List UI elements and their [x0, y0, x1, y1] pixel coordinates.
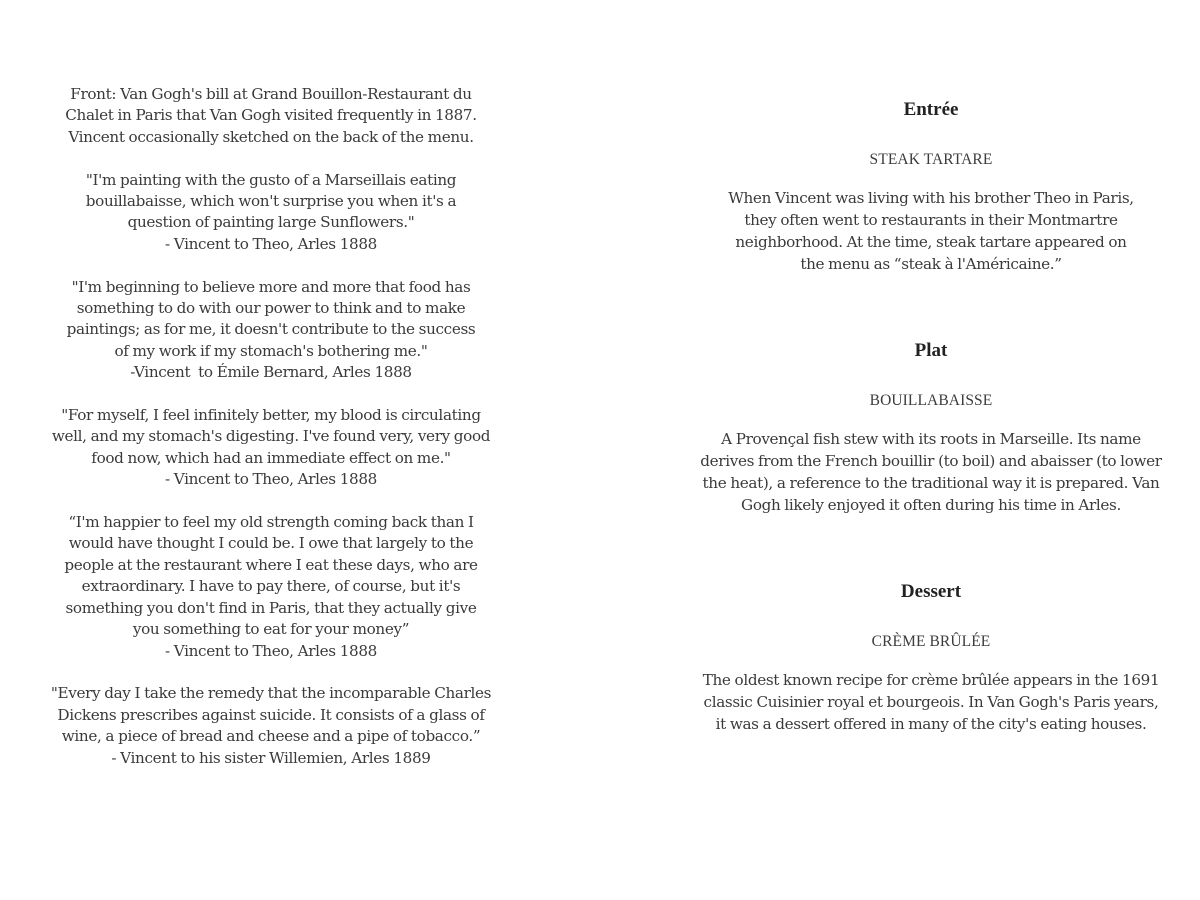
- section-heading: Entrée: [903, 99, 959, 120]
- text-line: paintings; as for me, it doesn't contribute to the success: [66, 320, 476, 339]
- text-line: something to do with our power to think and to make: [76, 299, 466, 318]
- text-line: When Vincent was living with his brother Theo in Paris,: [728, 189, 1134, 207]
- dish-name: BOUILLABAISSE: [869, 392, 993, 409]
- quotes-panel: [40, 84, 502, 790]
- intro-paragraph: [40, 84, 502, 148]
- dish-description: [700, 669, 1162, 735]
- quote-paragraph: [40, 170, 502, 256]
- text-line: bouillabaisse, which won't surprise you when it's a: [85, 192, 457, 211]
- text-line: the heat), a reference to the traditional way it is prepared. Van: [702, 474, 1160, 492]
- text-line: "Every day I take the remedy that the incomparable Charles: [50, 684, 492, 703]
- text-line: the menu as “steak à l'Américaine.”: [800, 255, 1062, 273]
- quote-paragraph: [40, 405, 502, 491]
- dish-description: [700, 187, 1162, 275]
- menu-section-entree: [700, 96, 1162, 275]
- text-line: you something to eat for your money”: [132, 620, 410, 639]
- text-line: “I'm happier to feel my old strength coming back than I: [68, 513, 474, 532]
- text-line: people at the restaurant where I eat these days, who are: [64, 555, 478, 574]
- text-line: Dickens prescribes against suicide. It consists of a glass of: [57, 705, 485, 724]
- text-line: A Provençal fish stew with its roots in Marseille. Its name: [721, 430, 1141, 448]
- dish-description: [700, 428, 1162, 516]
- text-line: "I'm beginning to believe more and more that food has: [71, 277, 471, 296]
- quote-attribution: -Vincent to Émile Bernard, Arles 1888: [130, 363, 412, 382]
- text-line: derives from the French bouillir (to boil) and abaisser (to lower: [700, 452, 1162, 470]
- section-heading: Plat: [914, 340, 948, 361]
- text-line: wine, a piece of bread and cheese and a pipe of tobacco.”: [61, 727, 481, 746]
- text-line: "For myself, I feel infinitely better, my blood is circulating: [61, 406, 481, 425]
- text-line: well, and my stomach's digesting. I've found very, very good: [51, 427, 491, 446]
- text-line: question of painting large Sunflowers.": [127, 213, 415, 232]
- text-line: Front: Van Gogh's bill at Grand Bouillon-Restaurant du: [70, 85, 472, 103]
- quote-attribution: - Vincent to his sister Willemien, Arles 1889: [111, 748, 431, 767]
- dish-name: STEAK TARTARE: [869, 151, 993, 168]
- text-line: classic Cuisinier royal et bourgeois. In Van Gogh's Paris years,: [703, 693, 1159, 711]
- text-line: it was a dessert offered in many of the city's eating houses.: [715, 715, 1147, 733]
- section-heading: Dessert: [900, 581, 962, 602]
- text-line: "I'm painting with the gusto of a Marseillais eating: [85, 170, 457, 189]
- text-line: something you don't find in Paris, that they actually give: [65, 598, 477, 617]
- quote-attribution: - Vincent to Theo, Arles 1888: [165, 641, 377, 660]
- text-line: they often went to restaurants in their Montmartre: [744, 211, 1118, 229]
- text-line: Gogh likely enjoyed it often during his time in Arles.: [741, 496, 1121, 514]
- quote-attribution: - Vincent to Theo, Arles 1888: [165, 470, 377, 489]
- quote-paragraph: [40, 512, 502, 662]
- text-line: neighborhood. At the time, steak tartare appeared on: [735, 233, 1127, 251]
- text-line: food now, which had an immediate effect on me.": [91, 448, 451, 467]
- text-line: of my work if my stomach's bothering me.": [114, 341, 428, 360]
- menu-section-dessert: [700, 578, 1162, 735]
- text-line: The oldest known recipe for crème brûlée appears in the 1691: [702, 671, 1160, 689]
- menu-section-plat: [700, 337, 1162, 516]
- quote-paragraph: [40, 683, 502, 769]
- quote-paragraph: [40, 277, 502, 384]
- text-line: would have thought I could be. I owe that largely to the: [68, 534, 474, 553]
- text-line: extraordinary. I have to pay there, of course, but it's: [81, 577, 461, 596]
- text-line: Vincent occasionally sketched on the back of the menu.: [68, 127, 474, 146]
- quote-attribution: - Vincent to Theo, Arles 1888: [165, 234, 377, 253]
- text-line: Chalet in Paris that Van Gogh visited frequently in 1887.: [65, 106, 477, 125]
- dish-name: CRÈME BRÛLÉE: [871, 633, 991, 650]
